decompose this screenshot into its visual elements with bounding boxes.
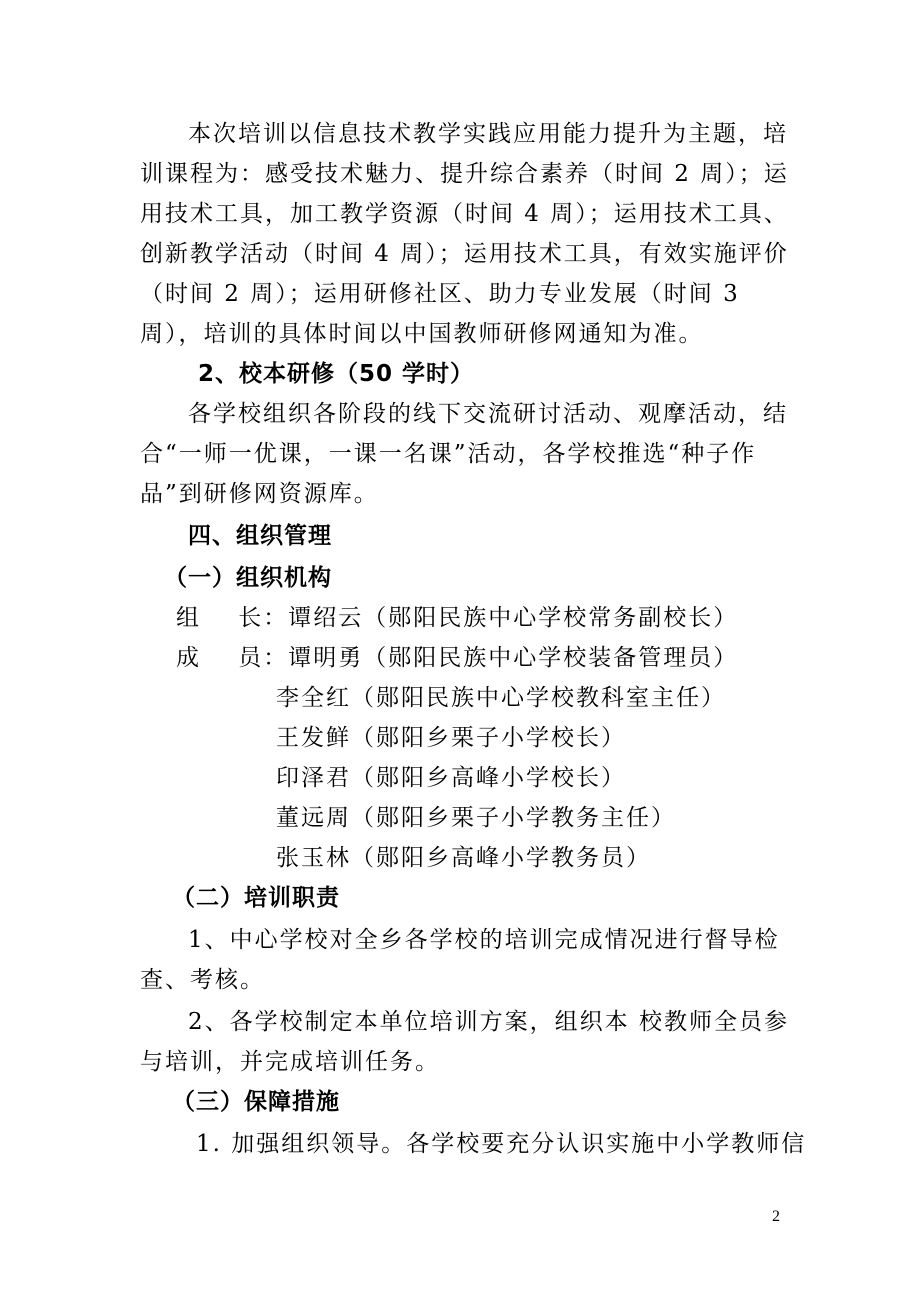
page-number: 2 — [772, 1208, 780, 1225]
text-line: 与培训，并完成培训任务。 — [140, 1049, 440, 1075]
text-line: 训课程为：感受技术魅力、提升综合素养（时间 2 周）；运 — [140, 161, 789, 187]
member-line: 李全红（郧阳民族中心学校教科室主任） — [276, 685, 726, 711]
subsection-heading: （三）保障措施 — [172, 1089, 340, 1115]
leader-line: 组 长：谭绍云（郧阳民族中心学校常务副校长） — [176, 605, 739, 631]
text-line: 本次培训以信息技术教学实践应用能力提升为主题，培 — [188, 121, 788, 147]
text-line: 1. 加强组织领导。各学校要充分认识实施中小学教师信 — [196, 1131, 807, 1157]
text-line: 周），培训的具体时间以中国教师研修网通知为准。 — [140, 321, 704, 347]
member-line: 印泽君（郧阳乡高峰小学校长） — [276, 765, 626, 791]
text-line: （时间 2 周）；运用研修社区、助力专业发展（时间 3 — [140, 281, 740, 307]
section-heading: 2、校本研修（50 学时） — [198, 361, 475, 387]
member-line: 张玉林（郧阳乡高峰小学教务员） — [276, 845, 651, 871]
member-line: 王发鲜（郧阳乡栗子小学校长） — [276, 725, 626, 751]
text-line: 查、考核。 — [140, 967, 265, 993]
member-line: 成 员：谭明勇（郧阳民族中心学校装备管理员） — [176, 645, 739, 671]
text-line: 合“一师一优课，一课一名课”活动，各学校推选“种子作 — [140, 441, 757, 467]
text-line: 各学校组织各阶段的线下交流研讨活动、观摩活动，结 — [188, 401, 788, 427]
subsection-heading: （一）组织机构 — [164, 565, 332, 591]
section-heading: 四、组织管理 — [188, 523, 332, 549]
text-line: 2、各学校制定本单位培训方案，组织本 校教师全员参 — [188, 1009, 789, 1035]
text-line: 用技术工具，加工教学资源（时间 4 周）；运用技术工具、 — [140, 201, 789, 227]
member-line: 董远周（郧阳乡栗子小学教务主任） — [276, 805, 676, 831]
text-line: 1、中心学校对全乡各学校的培训完成情况进行督导检 — [188, 927, 780, 953]
text-line: 创新教学活动（时间 4 周）；运用技术工具，有效实施评价 — [140, 241, 789, 267]
subsection-heading: （二）培训职责 — [172, 885, 340, 911]
text-line: 品”到研修网资源库。 — [140, 481, 379, 507]
